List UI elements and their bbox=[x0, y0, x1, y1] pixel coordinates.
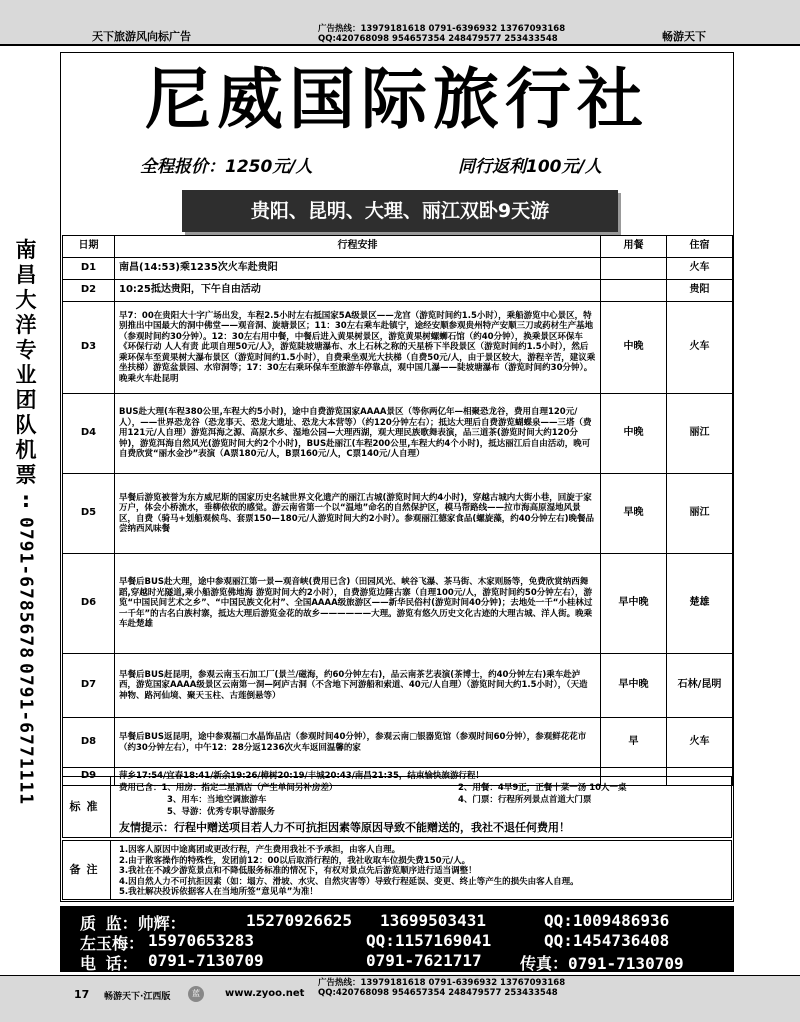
note-line: 2.由于散客操作的特殊性，发团前12：00以后取消行程的，我社收取车位损失费150元/人。 bbox=[119, 855, 471, 866]
day-cell: D4 bbox=[63, 394, 115, 474]
sidebar-char: 大 bbox=[15, 288, 37, 312]
sidebar-char: : bbox=[21, 488, 31, 512]
edition-badge-icon: 蓝 bbox=[188, 986, 204, 1002]
stay-cell: 火车 bbox=[667, 258, 733, 280]
header-ad-line-2: QQ:420768098 954657354 248479577 253433548 bbox=[318, 34, 558, 44]
day-cell: D9 bbox=[63, 768, 115, 786]
stay-cell: 丽江 bbox=[667, 394, 733, 474]
standard-item-5: 5、导游：优秀专职导游服务 bbox=[167, 807, 275, 817]
notes-label: 备注 bbox=[63, 841, 111, 899]
header-stay: 住宿 bbox=[667, 236, 733, 258]
friendly-tip: 友情提示：行程中赠送项目若人力不可抗拒因素等原因导致不能赠送的，我社不退任何费用！ bbox=[119, 821, 570, 834]
plan-cell: 南昌(14:53)乘1235次火车赴贵阳 bbox=[115, 258, 601, 280]
itinerary-row bbox=[63, 474, 733, 554]
sidebar-char: 机 bbox=[15, 438, 37, 462]
footer-brand: 畅游天下·江西版 bbox=[104, 992, 171, 1002]
itinerary-row bbox=[63, 394, 733, 474]
itinerary-body bbox=[63, 258, 733, 786]
sidebar-char: 票 bbox=[15, 463, 37, 487]
footer-website-link[interactable]: www.zyoo.net bbox=[225, 988, 305, 999]
contact-1-label: 质 监：帅辉： bbox=[80, 914, 186, 933]
meal-cell: 早晚 bbox=[601, 474, 667, 554]
meal-cell: 早中晚 bbox=[601, 654, 667, 718]
header-plan: 行程安排 bbox=[115, 236, 601, 258]
meal-cell: 中晚 bbox=[601, 394, 667, 474]
standard-label: 标准 bbox=[63, 777, 111, 837]
header-meal: 用餐 bbox=[601, 236, 667, 258]
meal-cell: 早中晚 bbox=[601, 554, 667, 654]
itinerary-row bbox=[63, 280, 733, 302]
sidebar-char: 专 bbox=[15, 338, 37, 362]
notes-list bbox=[119, 845, 579, 898]
plan-cell: 早餐后游览被誉为东方威尼斯的国家历史名城世界文化遗产的丽江古城(游览时间大约4小时)，穿越古城内大街小巷，回旋于家万户，体会小桥流水，垂柳依依的感觉。游云南省第一个以“温地”命名的自然保护区，模马帮路线——拉市海高原湿地风景区，自费（骑马+划船观候鸟、套票150—180元/人游览时间大约2小时）。参观丽江德家食品(螺旋藻，约40分钟左右)晚餐品尝纳西风味餐 bbox=[115, 474, 601, 554]
contact-1-phone-a: 15270926625 bbox=[246, 911, 352, 930]
stay-cell: 火车 bbox=[667, 718, 733, 768]
standard-item-1: 费用已含：1、用房：指定二星酒店（产生单间另补房差） bbox=[119, 783, 338, 793]
day-cell: D8 bbox=[63, 718, 115, 768]
contact-1-phone-b: 13699503431 bbox=[380, 911, 486, 930]
price-text: 全程报价：1250元/人 bbox=[140, 157, 313, 177]
route-banner: 贵阳、昆明、大理、丽江双卧9天游 bbox=[182, 190, 618, 232]
footer-ad-line-1: 广告热线：13979181618 0791-6396932 13767093168 bbox=[318, 978, 566, 988]
plan-cell: 早餐后BUS赶昆明，参观云南玉石加工厂(景兰/磁海，约60分钟左右)，品云南茶艺表演(茶博士，约40分钟左右)乘车赴泸西，游览国家AAAA级景区云南第一洞—阿庐古洞（不含地下河游船和索道、40元/人自理）（游览时间大约1.5小时），（天造神物、路河仙境、聚天玉柱、古莲倒悬等） bbox=[115, 654, 601, 718]
contact-3-phone-a: 0791-7130709 bbox=[148, 951, 264, 970]
sidebar-char: 洋 bbox=[15, 313, 37, 337]
itinerary-row bbox=[63, 654, 733, 718]
footer-banner bbox=[0, 975, 800, 1022]
footer-ad-line-2: QQ:420768098 954657354 248479577 253433548 bbox=[318, 988, 558, 998]
stay-cell: 贵阳 bbox=[667, 280, 733, 302]
note-line: 5.我社解决投诉依据客人在当地所签“意见单”为准！ bbox=[119, 887, 318, 897]
note-line: 3.我社在不减少游览景点和不降低服务标准的情况下，有权对景点先后游览顺序进行适当调整！ bbox=[119, 866, 477, 876]
itinerary-header-row bbox=[63, 236, 733, 258]
header-ad-line-1: 广告热线：13979181618 0791-6396932 13767093168 bbox=[318, 24, 566, 34]
itinerary-row bbox=[63, 302, 733, 394]
stay-cell: 丽江 bbox=[667, 474, 733, 554]
day-cell: D2 bbox=[63, 280, 115, 302]
sidebar-char: 业 bbox=[15, 363, 37, 387]
contact-3-phone-b: 0791-7621717 bbox=[366, 951, 482, 970]
contact-panel bbox=[60, 906, 734, 972]
footer-ad-block bbox=[318, 978, 565, 998]
contact-2-phone: 15970653283 bbox=[148, 931, 254, 950]
plan-cell: 早7：00在贵阳大十字广场出发，车程2.5小时左右抵国家5A级景区——龙宫（游览时间约1.5小时），乘船游览中心景区，特别推出中国最大的洞中佛堂——观音洞、旋塘景区；11：30左右乘车赴镇宁，途经安顺参观贵州特产安顺三刀或药材生产基地（参观时间约30分钟）。12：30左右用中餐，中餐后进入黄果树景区，游览黄果树螺蛳石馆（约40分钟），换乘景区环保车《环保行动 人人有责 此项自理50元/人》，游览陡坡塘瀑布、水上石林之称的天星桥下半段景区（游览时间约1.5小时），然后乘环保车至黄果树大瀑布景区（游览时间约1.5小时），自费乘坐观光大扶梯（自费50元/人，由于景区较大，游程辛苦，建议乘坐扶梯）游览盆景园、水帘洞等；17：30左右乘环保车至旅游车停靠点，观中国几瀑——陡坡塘瀑布（游览时间约30分钟）。晚乘火车赴昆明 bbox=[115, 302, 601, 394]
meal-cell: 中晚 bbox=[601, 302, 667, 394]
sidebar-char: 昌 bbox=[15, 263, 37, 287]
note-line: 1.因客人原因中途离团或更改行程，产生费用我社不予承担，由客人自理。 bbox=[119, 845, 401, 855]
sidebar-char: 队 bbox=[15, 413, 37, 437]
stay-cell: 楚雄 bbox=[667, 554, 733, 654]
day-cell: D7 bbox=[63, 654, 115, 718]
header-right-title: 畅游天下 bbox=[662, 30, 706, 43]
day-cell: D6 bbox=[63, 554, 115, 654]
meal-cell bbox=[601, 280, 667, 302]
sidebar-phone-1: 0791-6785678 bbox=[15, 517, 37, 660]
standard-section bbox=[62, 776, 732, 838]
rebate-text: 同行返利100元/人 bbox=[458, 157, 602, 177]
notes-section bbox=[62, 840, 732, 900]
page-number: 17 bbox=[74, 988, 90, 1001]
header-ad-block bbox=[318, 24, 565, 44]
plan-cell: 早餐后BUS赴大理，途中参观丽江第一景—观音峡(费用已含)（田园风光、峡谷飞瀑、茶马街、木家则肠等，免费欣赏纳西舞蹈,穿越时光隧道,乘小船游览佛地海 游览时间大约2小时），自费游览边陲古寨（自理100元/人，游览时间约50分钟左右），游览“中国民间艺术之乡”、“中国民族文化村”、全国AAAA级旅游区——新华民俗村(游览时间40分钟)；去地处一千“小桂林过一千年”的古名白族村寨，抵达大理后游览金花的故乡——————大理。游览有悠久历史文化古迹的大理古城、洋人街。晚乘车赴楚雄 bbox=[115, 554, 601, 654]
day-cell: D3 bbox=[63, 302, 115, 394]
itinerary-row bbox=[63, 554, 733, 654]
day-cell: D1 bbox=[63, 258, 115, 280]
contact-1-qq: QQ:1009486936 bbox=[544, 911, 670, 930]
day-cell: D5 bbox=[63, 474, 115, 554]
plan-cell: BUS赴大理(车程380公里,车程大约5小时)，途中自费游览国家AAAA景区（等你两亿年—相聚恐龙谷，费用自理120元/人），——世界恐龙谷（恐龙事天、恐龙大遗址、恐龙大本营等）（约120分钟左右）；抵达大理后自费游览蝴蝶泉——三塔（费用121元/人自理）游览洱海之源、高原水乡、湿地公园—大理西湖，观大理民族歌舞表演，品三道茶(游览时间大约120分钟)，游览洱海自然风光(游览时间大约2个小时)，BUS赴丽江(车程200公里,车程大约4个小时)，抵达丽江后自由活动，晚可自费欣赏“丽水金沙”表演（A票180元/人，B票160元/人，C票140元/人自理） bbox=[115, 394, 601, 474]
header-left-title: 天下旅游风向标广告 bbox=[92, 30, 191, 43]
sidebar-ticket-ad bbox=[4, 238, 48, 805]
plan-cell: 早餐后BUS返昆明，途中参观福□水晶饰品店（参观时间40分钟），参观云南□银器览馆（参观时间60分钟），参观鲜花花市（约30分钟左右），中午12：28分返1236次火车返回温馨的家 bbox=[115, 718, 601, 768]
itinerary-row bbox=[63, 258, 733, 280]
standard-item-2: 2、用餐：4早9正，正餐十菜一汤 10人一桌 bbox=[458, 783, 627, 793]
top-banner bbox=[0, 0, 800, 46]
contact-2-qq-a: QQ:1157169041 bbox=[366, 931, 492, 950]
meal-cell bbox=[601, 258, 667, 280]
contact-3-label: 电 话： bbox=[80, 954, 138, 973]
agency-title: 尼威国际旅行社 bbox=[145, 60, 649, 138]
meal-cell: 早 bbox=[601, 718, 667, 768]
sidebar-char: 团 bbox=[15, 388, 37, 412]
contact-2-qq-b: QQ:1454736408 bbox=[544, 931, 670, 950]
header-date: 日期 bbox=[63, 236, 115, 258]
sidebar-phone-2: 0791-6771111 bbox=[15, 663, 37, 806]
stay-cell: 石林/昆明 bbox=[667, 654, 733, 718]
note-line: 4.因自然人力不可抗拒因素（如：塌方、滑坡、水灾、自然灾害等）导致行程延误、变更、终止等产生的损失由客人自理。 bbox=[119, 876, 579, 887]
standard-item-3: 3、用车：当地空调旅游车 bbox=[167, 795, 267, 805]
standard-item-4: 4、门票：行程所列景点首道大门票 bbox=[458, 795, 592, 805]
sidebar-text bbox=[4, 238, 48, 513]
contact-2-label: 左玉梅： bbox=[80, 934, 145, 953]
plan-cell: 萍乡17:54/宜春18:41/新余19:26/樟树20:19/丰城20:43/南昌21:35，结束愉快旅游行程！ bbox=[115, 768, 601, 786]
sidebar-char: 南 bbox=[15, 238, 37, 262]
contact-3-fax: 传真：0791-7130709 bbox=[520, 954, 684, 973]
itinerary-table bbox=[62, 235, 733, 786]
stay-cell: 火车 bbox=[667, 302, 733, 394]
plan-cell: 10:25抵达贵阳，下午自由活动 bbox=[115, 280, 601, 302]
itinerary-row bbox=[63, 718, 733, 768]
